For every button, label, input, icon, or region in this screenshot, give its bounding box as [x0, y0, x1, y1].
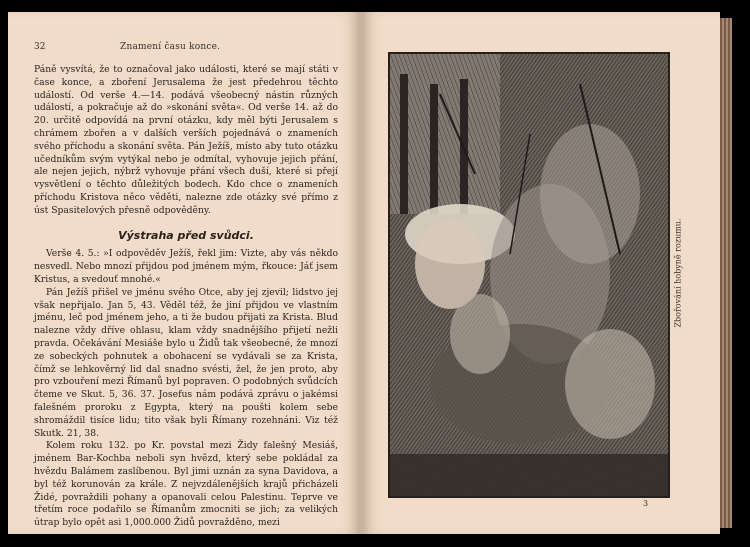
left-page [8, 12, 358, 534]
page-number: 32 [34, 42, 46, 52]
section-heading: Výstraha před svůdci. [118, 228, 254, 242]
signature-mark: 3 [643, 499, 649, 508]
engraving-image [390, 54, 668, 496]
paragraph: Pán Ježíš přišel ve jménu svého Otce, aby jej zjevil; lidstvo jej však nepřijalo. Jan 5, 43. Věděl též, že jiní přijdou ve vlastním jménu, leč pod jménem jeho, a ti že budou přijati za Krista. Blud nalezne vždy dříve ohlasu, klam vždy snadnějšího přijetí nežli pravda. Očekávání Mesiáše bylo u Židů tak všeobecné, že mnozí ze sobeckých pohnutek a obohacení se vydávali se za Krista, čímž se lehkověrný lid dal snadno svésti, žel, že jen proto, aby pro vzbouření mezi Římanů byl popraven. O podobných svůdcích čteme ve Skut. 5, 36. 37. Josefus nám podává zprávu o jakémsi falešném proroku z Egypta, který na poušti kolem sebe shromáždil tisíce lidu; tito však byli Římany rozehnáni. Viz též Skutk. 21, 38. [34, 286, 338, 439]
paragraph: Páně vysvítá, že to označoval jako události, které se mají státi v čase konce, a zboření Jerusalema že jest předehrou těchto událostí. Od verše 4.—14. podává všeobecný nástin různých událostí, a pokračuje až do »skonání světa«. Od verše 14. až do 20. určitě odpovídá na první otázku, kdy měl býti Jerusalem s chrámem zbořen a v dalších verších pojednává o znameních svého příchodu a skonání světa. Pán Ježíš, místo aby tuto otázku učedníkům svým vytýkal nebo je odmítal, vyhovuje jejich přání, ale nejen jejich, nýbrž vyhovuje přání všech duší, které si přejí vysvětlení o těchto důležitých bodech. Kdo chce o znameních příchodu Kristova něco věděti, nalezne zde otázky své přímo z úst Spasitelových přesně odpověděny. [34, 64, 338, 216]
paragraph: Kolem roku 132. po Kr. povstal mezi Židy falešný Mesiáš, jménem Bar-Kochba neboli syn hvězd, který sebe pokládal za hvězdu Balámem zaslíbenou. Byl jimi uznán za syna Davidova, a byl též korunován za krále. Z nejvzdálenějších krajů přicházeli Židé, povraždili pohany a opanovali celou Palestinu. Teprve ve třetím roce podařilo se Římanům zmocniti se jich; za velikých útrap bylo opět asi 1,000.000 Židů povražděno, mezi [34, 440, 338, 529]
page-edges [720, 18, 732, 528]
engraving-illustration [388, 52, 670, 498]
illustration-caption: Zbořování hobyně rozumu. [673, 218, 683, 328]
body-text [34, 64, 338, 530]
right-page [364, 12, 720, 534]
paragraph: Verše 4. 5.: »I odpověděv Ježíš, řekl jim: Vizte, aby vás někdo nesvedl. Nebo mnozí přijdou pod jménem mým, řkouce: Jáť jsem Kristus, a svedouť mnohé.« [34, 248, 338, 285]
running-head: Znamení času konce. [120, 42, 221, 52]
